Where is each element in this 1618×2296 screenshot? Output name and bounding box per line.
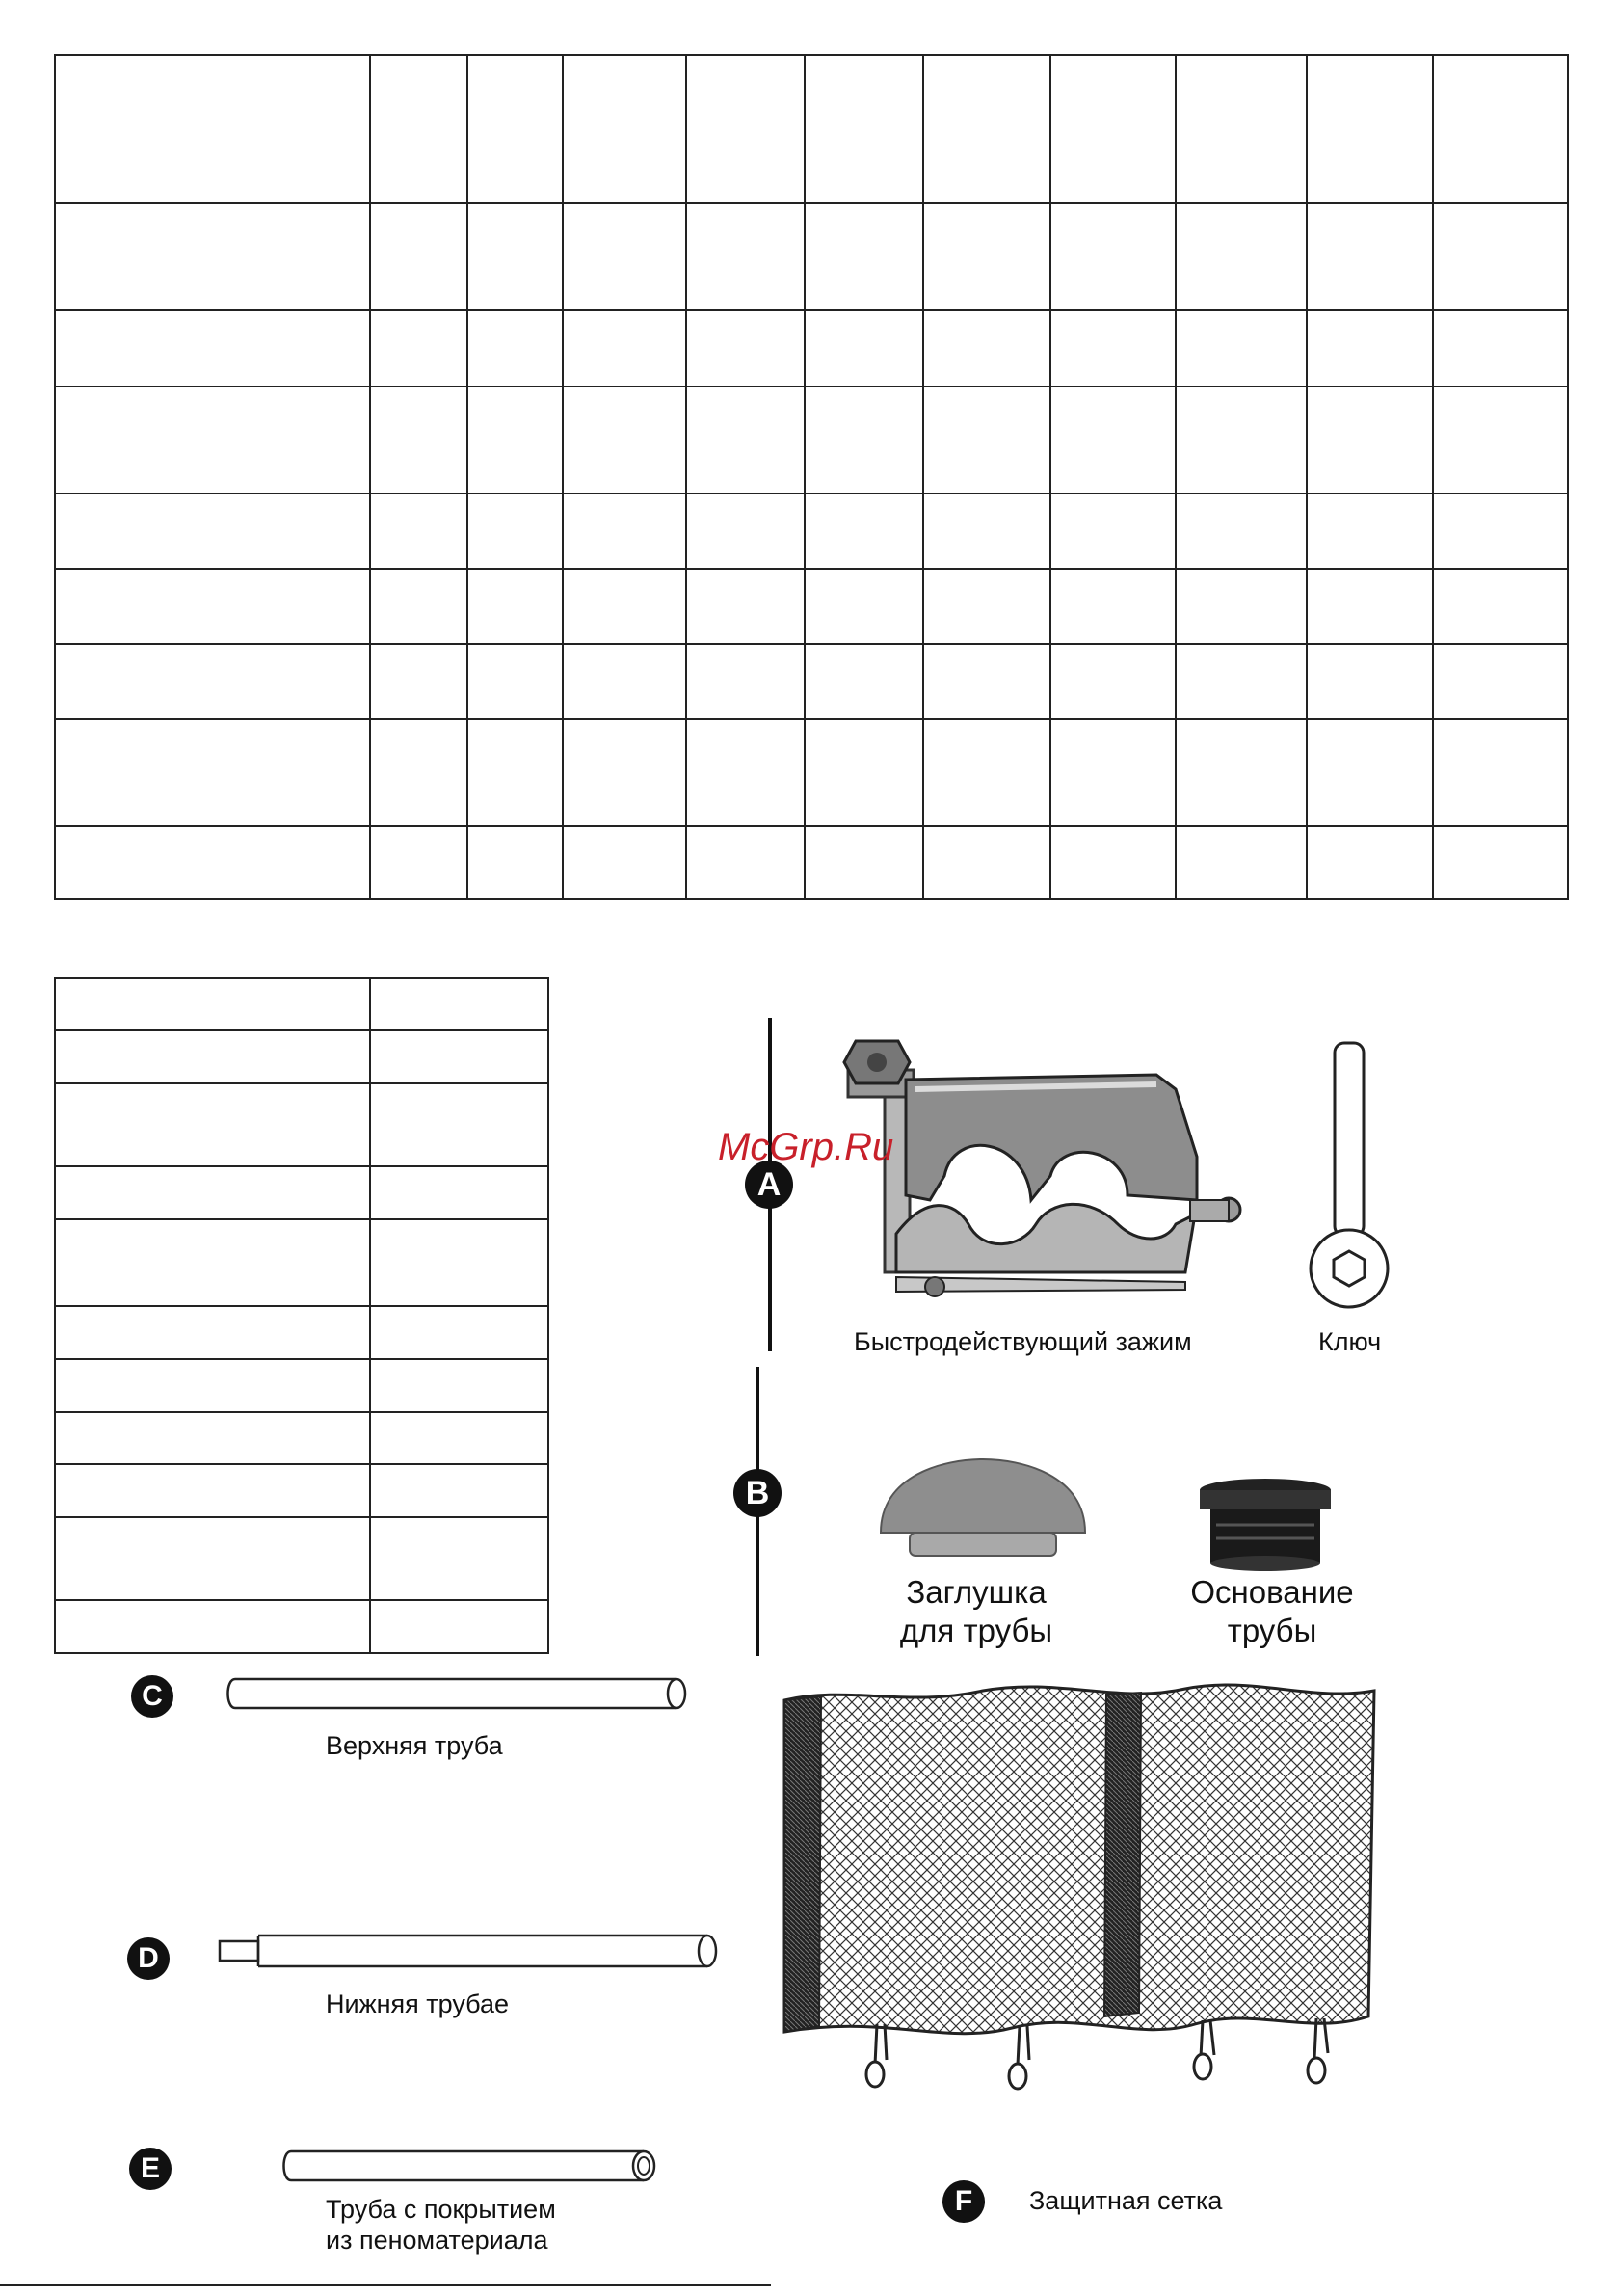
pipe-base-icon (1193, 1477, 1338, 1573)
table-row (55, 719, 1568, 826)
part-c-badge: C (131, 1675, 173, 1718)
parts-table (54, 977, 549, 1654)
table-row (55, 644, 1568, 719)
table-row (55, 1600, 548, 1653)
pipe-cap-label: Заглушка для трубы (899, 1574, 1053, 1648)
table-row (55, 203, 1568, 310)
table-row (55, 1083, 548, 1166)
table-row (55, 1359, 548, 1412)
part-e-badge: E (129, 2148, 172, 2190)
pipe-base-label: Основание трубы (1190, 1574, 1354, 1648)
table-row (55, 1517, 548, 1600)
foam-pipe-icon (279, 2146, 665, 2188)
table-row (55, 1219, 548, 1306)
safety-net-label: Защитная сетка (1029, 2186, 1223, 2215)
table-row (55, 494, 1568, 569)
table-row (55, 55, 1568, 203)
table-row (55, 978, 548, 1030)
clamp-label: Быстродействующий зажим (854, 1327, 1192, 1356)
watermark-text: McGrp.Ru (718, 1126, 894, 1168)
table-row (55, 1030, 548, 1083)
spec-table (54, 54, 1569, 900)
clamp-icon (838, 1031, 1262, 1311)
part-d-badge: D (127, 1937, 170, 1980)
table-row (55, 1464, 548, 1517)
table-row (55, 1306, 548, 1359)
table-row (55, 1412, 548, 1464)
pipe-cap-icon (867, 1455, 1099, 1562)
bottom-pipe-icon (214, 1932, 725, 1974)
table-row (55, 310, 1568, 387)
top-pipe-icon (224, 1675, 696, 1714)
wrench-icon (1306, 1039, 1393, 1319)
part-b-badge: B (733, 1469, 782, 1517)
table-row (55, 569, 1568, 644)
table-row (55, 1166, 548, 1219)
table-row (55, 826, 1568, 899)
table-row (55, 387, 1568, 494)
bottom-rule (0, 2284, 771, 2286)
safety-net-icon (771, 1679, 1388, 2094)
foam-pipe-label: Труба с покрытием из пеноматериала (326, 2195, 556, 2255)
top-pipe-label: Верхняя труба (326, 1731, 503, 1760)
wrench-label: Ключ (1318, 1327, 1382, 1356)
part-a-badge: A (745, 1161, 793, 1209)
part-f-badge: F (942, 2180, 985, 2223)
bottom-pipe-label: Нижняя трубае (326, 1989, 510, 2018)
